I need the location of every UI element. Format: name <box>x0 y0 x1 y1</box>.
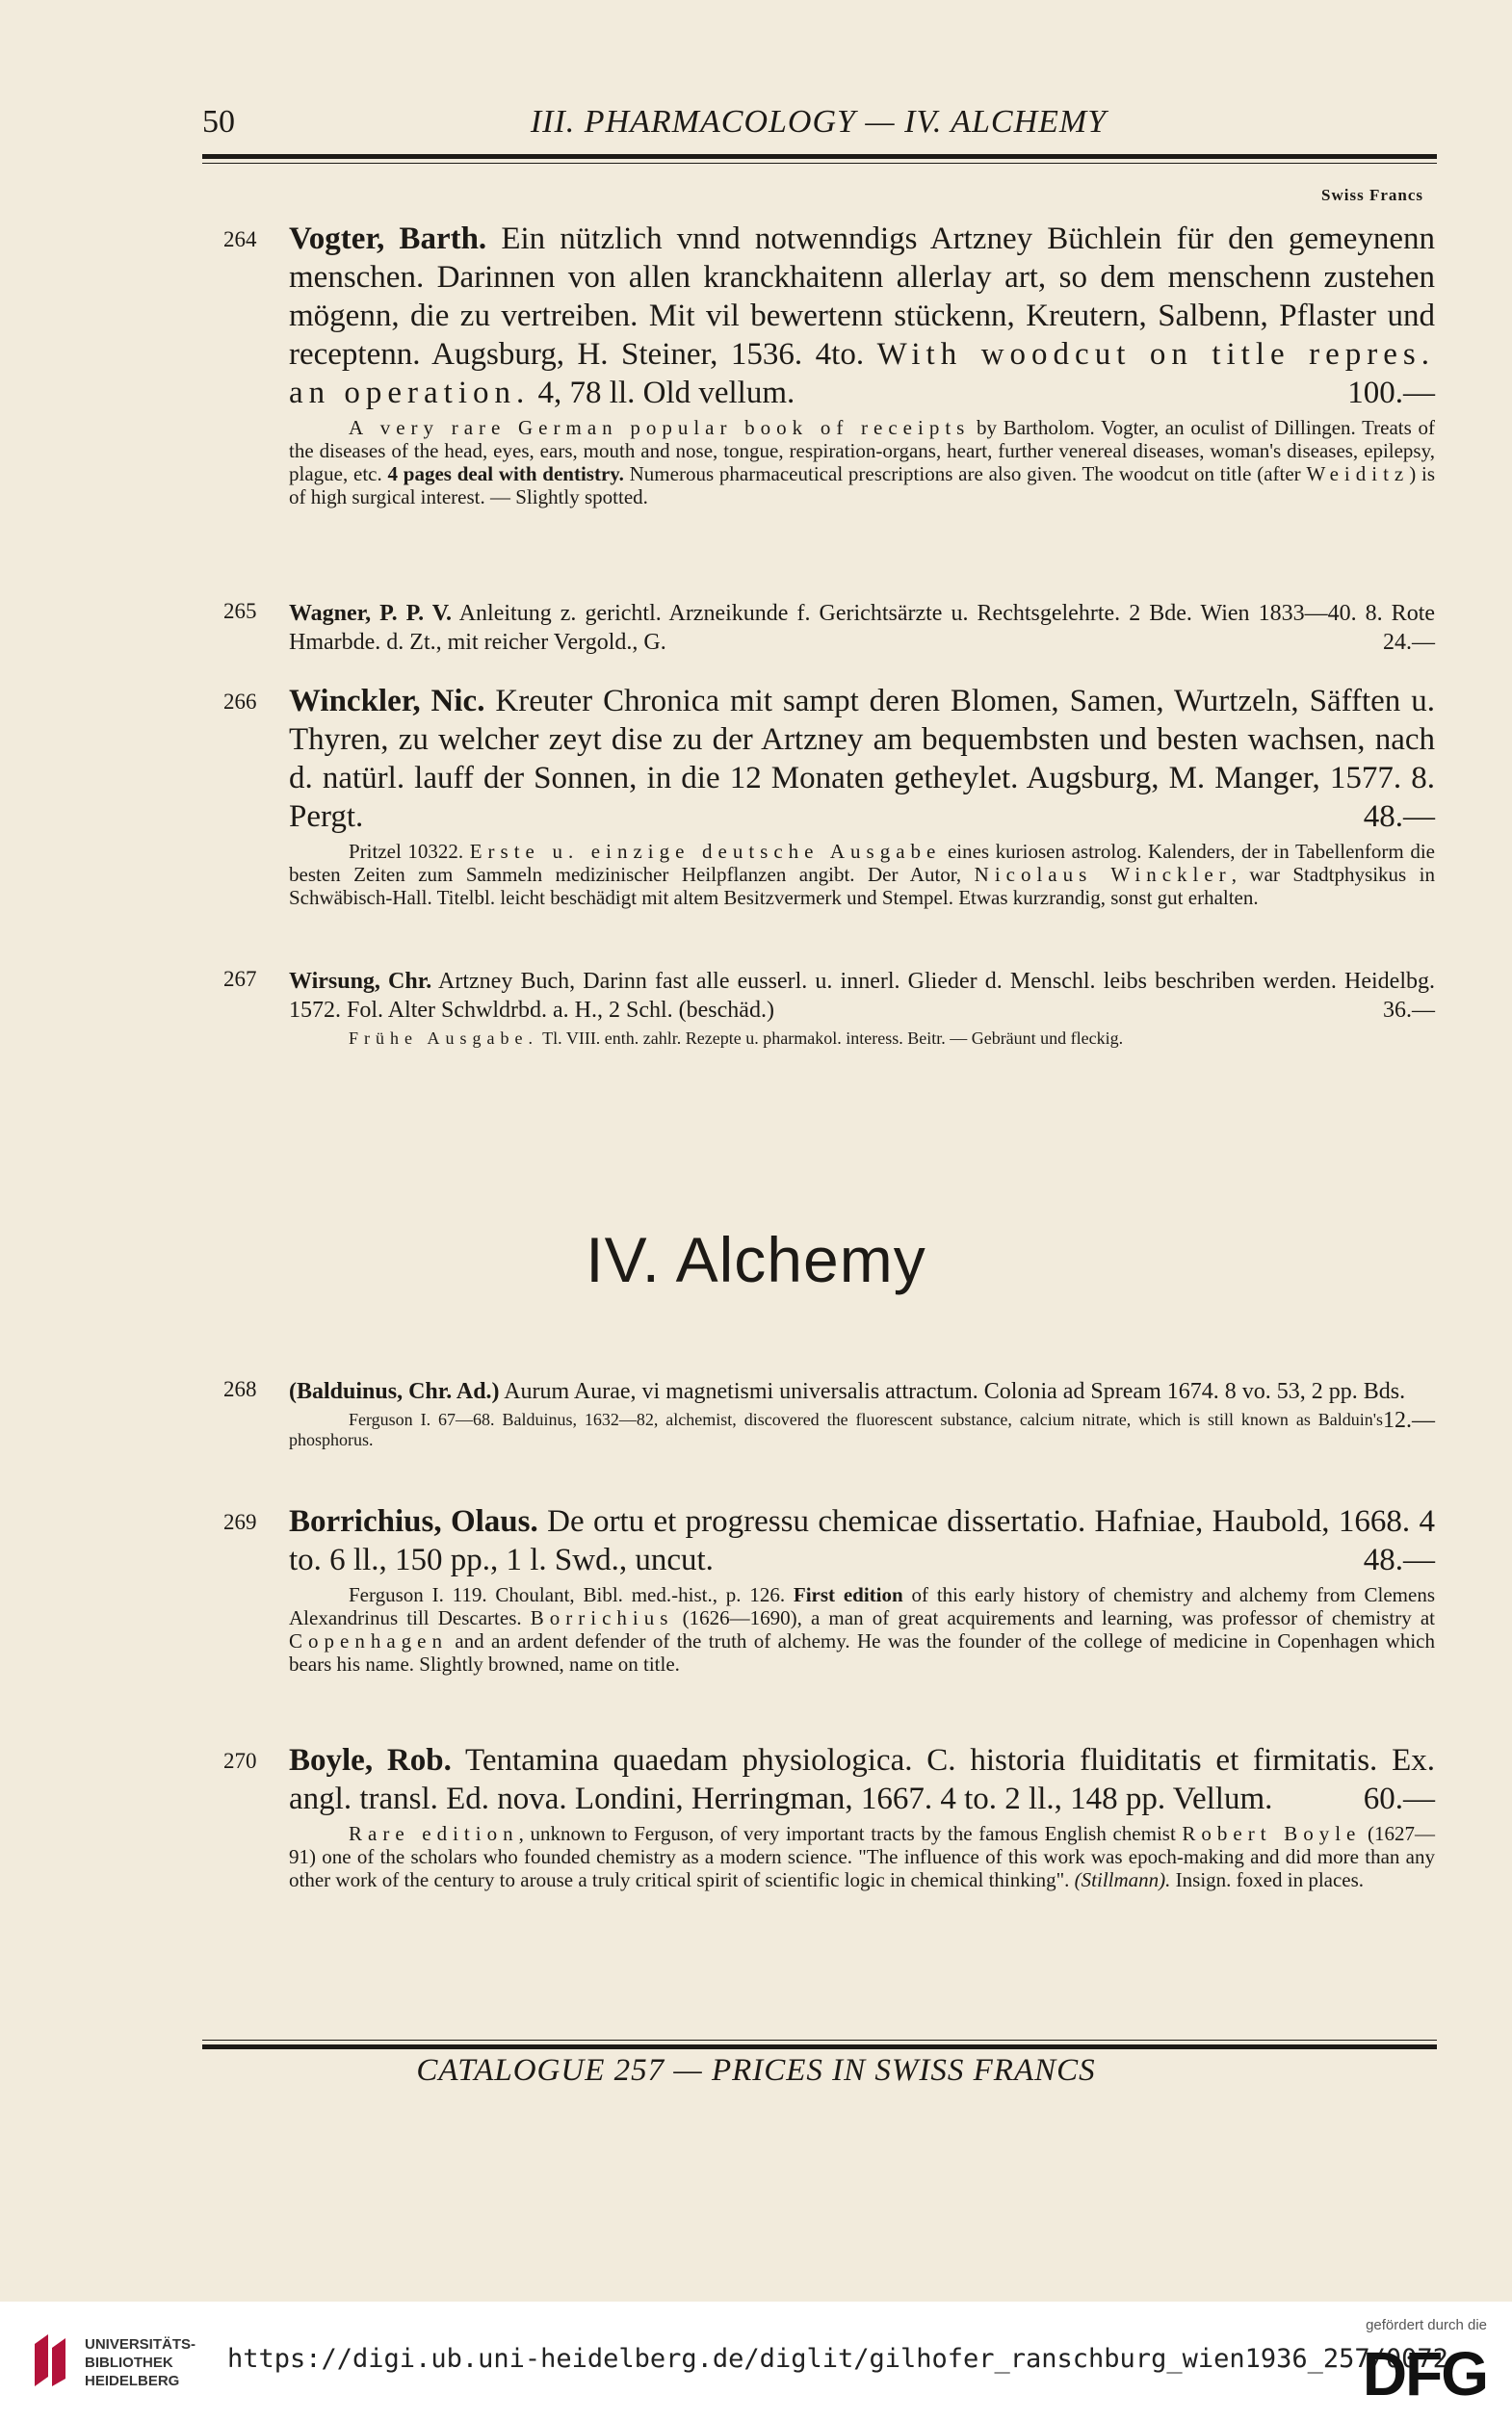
library-logo-icon <box>27 2330 71 2390</box>
entry-number: 266 <box>223 690 257 714</box>
entry-price: 48.— <box>1363 799 1435 834</box>
catalogue-entry-269 <box>223 1502 1435 1676</box>
entry-description: Wirsung, Chr. Artzney Buch, Darinn fast alle eusserl. u. innerl. Glieder d. Menschl. leibs beschriben werden. Heidelbg. 1572. Fol. Alter Schwldrbd. a. H., 2 Schl. (beschäd.) 36.— <box>289 969 1435 1023</box>
section-heading: IV. Alchemy <box>586 1224 926 1295</box>
page-header <box>202 104 1435 162</box>
footer-rule <box>202 2040 1437 2049</box>
entry-price: 60.— <box>1363 1782 1435 1816</box>
entry-note: Pritzel 10322. Erste u. einzige deutsche Ausgabe eines kuriosen astrolog. Kalenders, der in Tabellenform die besten Zeiten zum Sammeln medizinischer Heilpflanzen angibt. Der Autor, Nicolaus Winckler, war Stadtphysikus in Schwäbisch-Hall. Titelbl. leicht beschädigt mit altem Besitzvermerk und Stempel. Etwas kurzrandig, sonst gut erhalten. <box>289 840 1435 909</box>
entry-author: Wagner, P. P. V. <box>289 601 452 626</box>
entry-number: 268 <box>223 1377 257 1401</box>
entry-price: 24.— <box>1383 630 1435 655</box>
page-footer: CATALOGUE 257 — PRICES IN SWISS FRANCS <box>416 2053 1096 2088</box>
entry-author: Borrichius, Olaus. <box>289 1504 538 1539</box>
library-name: UNIVERSITÄTS- BIBLIOTHEK HEIDELBERG <box>85 2336 196 2389</box>
permalink-url[interactable]: https://digi.ub.uni-heidelberg.de/diglit/gilhofer_ranschburg_wien1936_257/0072 <box>227 2344 1448 2374</box>
entry-description: (Balduinus, Chr. Ad.) Aurum Aurae, vi magnetismi universalis attractum. Colonia ad Spream 1674. 8 vo. 53, 2 pp. Bds. 12.— <box>289 1379 1435 1433</box>
entry-number: 265 <box>223 599 257 623</box>
catalogue-entry-265 <box>223 599 1435 657</box>
entry-number: 264 <box>223 227 257 251</box>
entry-price: 48.— <box>1363 1543 1435 1577</box>
entry-price: 12.— <box>1383 1408 1435 1433</box>
entry-number: 267 <box>223 967 257 991</box>
entry-author: (Balduinus, Chr. Ad.) <box>289 1379 500 1404</box>
entry-number: 270 <box>223 1749 257 1773</box>
entry-note: Frühe Ausgabe. Tl. VIII. enth. zahlr. Rezepte u. pharmakol. interess. Beitr. — Gebräunt und fleckig. <box>349 1028 1124 1048</box>
catalogue-entry-268 <box>223 1377 1435 1450</box>
running-title: III. PHARMACOLOGY — IV. ALCHEMY <box>530 104 1108 140</box>
page-number: 50 <box>202 104 235 140</box>
entry-author: Boyle, Rob. <box>289 1743 452 1778</box>
entry-description: Wagner, P. P. V. Anleitung z. gerichtl. Arzneikunde f. Gerichtsärzte u. Rechtsgelehrte. 2 Bde. Wien 1833—40. 8. Rote Hmarbde. d. Zt., mit reicher Vergold., G. 24.— <box>289 601 1436 655</box>
entry-number: 269 <box>223 1510 257 1534</box>
header-rule <box>202 154 1437 164</box>
funder-logo: DFG <box>1362 2339 1487 2408</box>
catalogue-entry-264 <box>223 220 1435 508</box>
catalogue-entry-267 <box>223 967 1435 1049</box>
catalogue-entry-266 <box>223 682 1435 909</box>
entry-note: A very rare German popular book of receipts by Bartholom. Vogter, an oculist of Dillingen. Treats of the diseases of the head, eyes, ears, mouth and nose, tongue, respiration-organs, heart, further venereal diseases, woman's diseases, epilepsy, plague, etc. 4 pages deal with dentistry. Numerous pharmaceutical prescriptions are also given. The woodcut on title (after Weiditz) is of high surgical interest. — Slightly spotted. <box>289 416 1436 508</box>
entry-author: Winckler, Nic. <box>289 684 485 718</box>
digitization-bar <box>0 2302 1512 2421</box>
entry-note: Ferguson I. 119. Choulant, Bibl. med.-hist., p. 126. First edition of this early history of chemistry and alchemy from Clemens Alexandrinus till Descartes. Borrichius (1626—1690), a man of great acquirements and learning, was professor of chemistry at Copenhagen and an ardent defender of the truth of alchemy. He was the founder of the college of medicine in Copenhagen which bears his name. Slightly browned, name on title. <box>289 1583 1436 1676</box>
catalogue-entry-270 <box>223 1741 1435 1891</box>
entry-description: Boyle, Rob. Tentamina quaedam physiologica. C. historia fluiditatis et firmitatis. Ex. angl. transl. Ed. nova. Londini, Herringman, 1667. 4 to. 2 ll., 148 pp. Vellum. 60.— <box>289 1743 1436 1816</box>
entry-author: Wirsung, Chr. <box>289 969 432 994</box>
entry-price: 36.— <box>1383 998 1435 1023</box>
currency-label: Swiss Francs <box>1321 186 1423 204</box>
funding-note: gefördert durch die <box>1366 2317 1487 2333</box>
entry-note: Rare edition, unknown to Ferguson, of very important tracts by the famous English chemist Robert Boyle (1627—91) one of the scholars who founded chemistry as a modern science. "The influence of this work was epoch-making and did more than any other work of the century to arouse a truly critical spirit of scientific logic in chemical thinking". (Stillmann). Insign. foxed in places. <box>289 1822 1435 1891</box>
entry-note: Ferguson I. 67—68. Balduinus, 1632—82, alchemist, discovered the fluorescent substance, calcium nitrate, which is still known as Balduin's phosphorus. <box>289 1410 1383 1449</box>
entry-description: Winckler, Nic. Kreuter Chronica mit sampt deren Blomen, Samen, Wurtzeln, Säfften u. Thyren, zu welcher zeyt dise zu der Artzney am bequembsten und besten wachsen, nach d. natürl. lauff der Sonnen, in die 12 Monaten getheylet. Augsburg, M. Manger, 1577. 8. Pergt. 48.— <box>289 684 1435 834</box>
entry-author: Vogter, Barth. <box>289 221 487 256</box>
entry-description: Borrichius, Olaus. De ortu et progressu chemicae dissertatio. Hafniae, Haubold, 1668. 4 to. 6 ll., 150 pp., 1 l. Swd., uncut. 48.— <box>289 1504 1435 1577</box>
entry-price: 100.— <box>1347 376 1435 410</box>
entry-description: Vogter, Barth. Ein nützlich vnnd notwenndigs Artzney Büchlein für den gemeynenn menschen. Darinnen von allen kranckhaitenn allerlay art, so dem menschenn zustehen mögenn, die zu vertreiben. Mit vil bewertenn stückenn, Kreutern, Salbenn, Pflaster und receptenn. Augsburg, H. Steiner, 1536. 4to. With woodcut on title repres. an operation. 4, 78 ll. Old vellum. 100.— <box>289 221 1435 410</box>
